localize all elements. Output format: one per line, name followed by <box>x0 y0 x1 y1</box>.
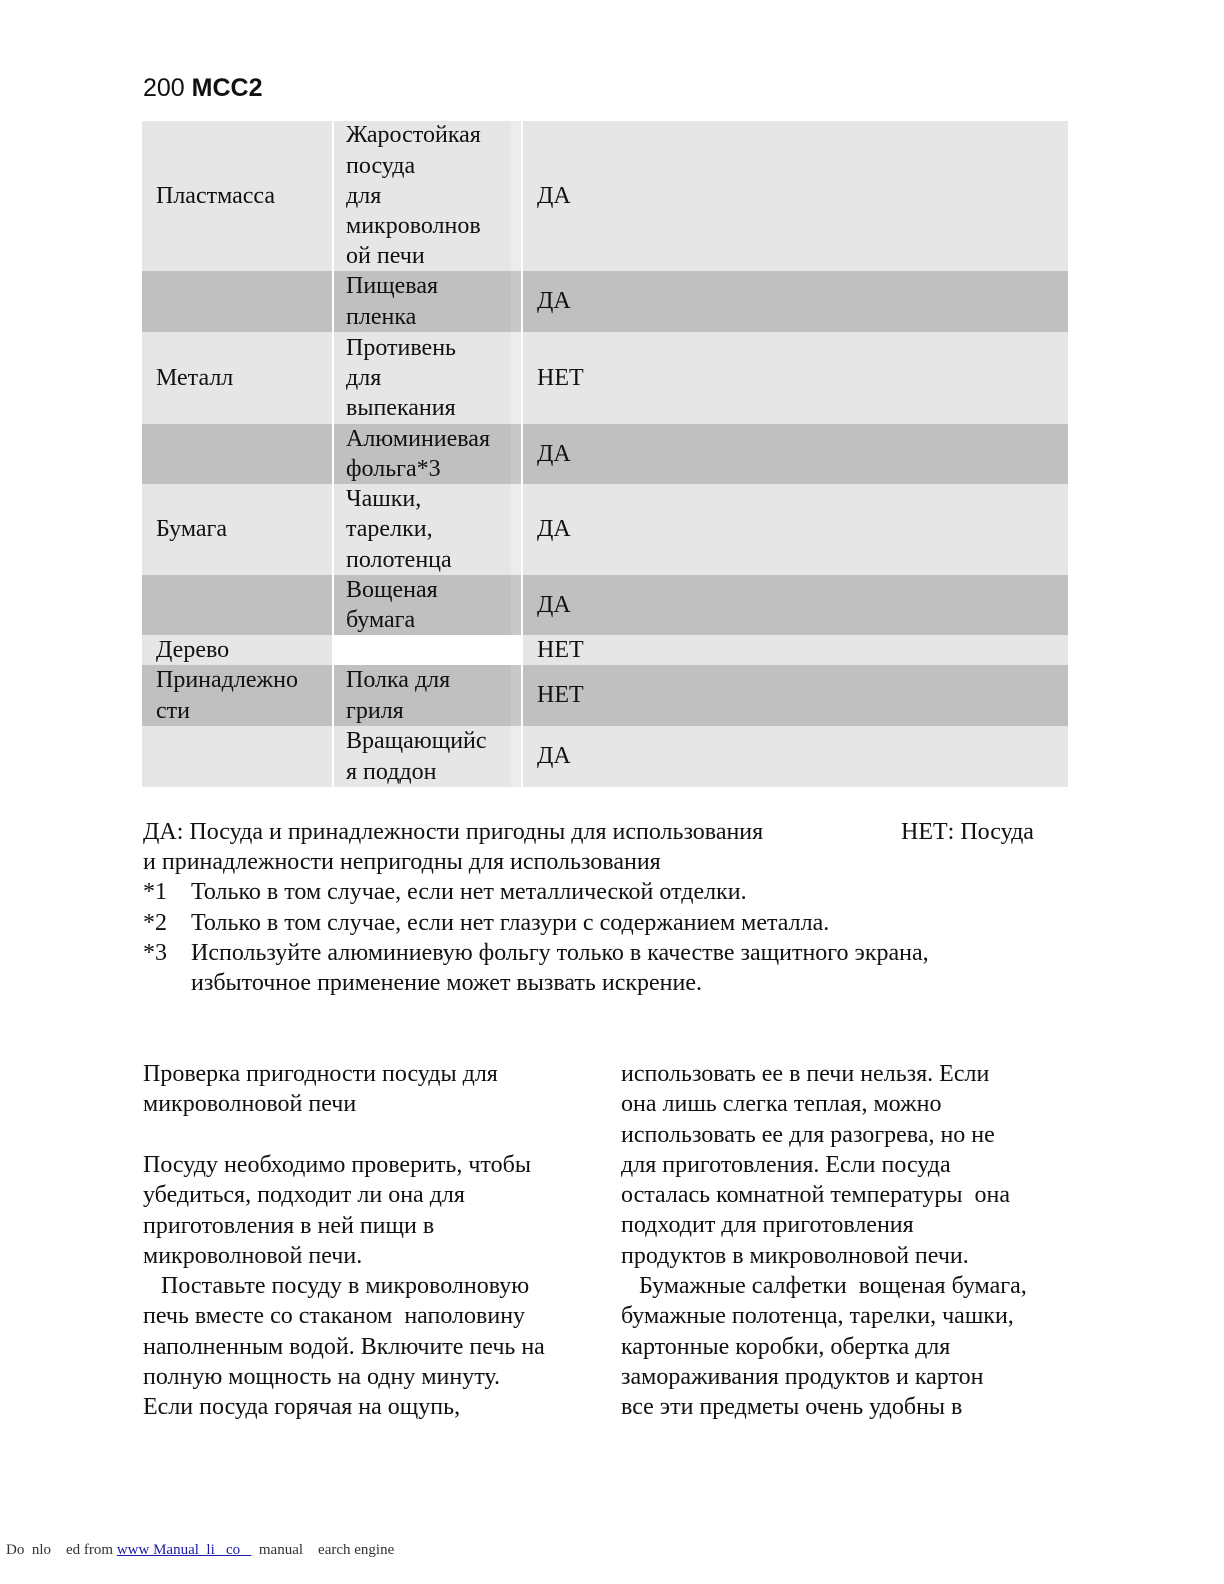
paragraph: Поставьте посуду в микроволновую печь вместе со стаканом наполовину наполненным водой. Включите печь на полную мощность на одну минуту. Если посуда горячая на ощупь, <box>143 1273 545 1421</box>
footer <box>6 1542 394 1559</box>
footer-link[interactable]: www Manual li co <box>116 1542 252 1558</box>
legend-yes: ДА: Посуда и принадлежности пригодны для использования <box>143 819 764 845</box>
cell-text: Пластмасса <box>156 182 276 209</box>
table-cell-material <box>142 575 332 635</box>
page-header <box>143 74 263 103</box>
cell-text: Принадлежно сти <box>156 667 298 724</box>
table-cell-material <box>142 424 332 484</box>
table-cell-material <box>142 726 332 787</box>
table-cell-answer <box>523 424 1068 484</box>
cell-text: Пищевая пленка <box>346 273 439 330</box>
table-cell-item <box>334 575 521 635</box>
cell-text: Дерево <box>156 636 230 663</box>
note-mark: *3 <box>143 940 167 966</box>
note-text: Используйте алюминиевую фольгу только в качестве защитного экрана, избыточное применение может вызвать искрение. <box>191 940 929 997</box>
cell-text: ДА <box>537 182 571 209</box>
paragraph: использовать ее в печи нельзя. Если она лишь слегка теплая, можно использовать ее для разогрева, но не для приготовления. Если посуда осталась комнатной температуры она подходит для приготовления продуктов в микроволновой печи. <box>621 1061 1010 1269</box>
table-cell-answer <box>523 665 1068 726</box>
table-cell-item <box>334 332 521 424</box>
table-cell-answer <box>523 575 1068 635</box>
cell-text: Полка для гриля <box>346 667 451 724</box>
table-cell-answer <box>523 484 1068 575</box>
table-cell-item <box>334 726 521 787</box>
paragraph: Бумажные салфетки вощеная бумага, бумажные полотенца, тарелки, чашки, картонные коробки, обертка для замораживания продуктов и картон все эти предметы очень удобны в <box>621 1273 1027 1421</box>
cell-text: ДА <box>537 743 571 770</box>
cell-text: Вращающийс я поддон <box>346 728 487 785</box>
table-cell-answer <box>523 635 1068 665</box>
table-cell-answer <box>523 332 1068 424</box>
cell-text: ДА <box>537 440 571 467</box>
cell-text: Противень для выпекания <box>346 334 456 422</box>
table-cell-answer <box>523 271 1068 332</box>
table-cell-answer <box>523 726 1068 787</box>
note-mark: *1 <box>143 879 167 905</box>
table-cell-material <box>142 121 332 271</box>
model-name: MCC2 <box>191 74 263 102</box>
section-title: Проверка пригодности посуды для микроволновой печи <box>143 1061 498 1118</box>
table-cell-material <box>142 332 332 424</box>
table-cell-answer <box>523 121 1068 271</box>
cell-text: Алюминиевая фольга*3 <box>346 425 490 482</box>
table-cell-item <box>334 424 521 484</box>
cell-text: Бумага <box>156 516 228 543</box>
note-text: Только в том случае, если нет глазури с содержанием металла. <box>191 910 830 936</box>
page-number: 200 <box>143 74 185 102</box>
cell-text: ДА <box>537 591 571 618</box>
table-cell-item <box>334 121 521 271</box>
legend-no-cont: и принадлежности непригодны для использования <box>143 849 661 875</box>
cell-text: НЕТ <box>537 682 584 709</box>
table-cell-item <box>334 271 521 332</box>
cell-text: Вощеная бумага <box>346 576 438 633</box>
cell-text: ДА <box>537 516 571 543</box>
table-cell-material <box>142 635 332 665</box>
table-cell-item <box>334 635 521 665</box>
cell-text: Чашки, тарелки, полотенца <box>346 486 452 573</box>
table-cell-material <box>142 665 332 726</box>
table-cell-material <box>142 271 332 332</box>
footer-text: manual earch engine <box>251 1542 395 1558</box>
cell-text: НЕТ <box>537 636 584 663</box>
paragraph: Посуду необходимо проверить, чтобы убедиться, подходит ли она для приготовления в ней пищи в микроволновой печи. <box>143 1152 531 1269</box>
table-cell-item <box>334 665 521 726</box>
note-mark: *2 <box>143 910 167 936</box>
cell-text: Металл <box>156 364 234 391</box>
table-cell-item <box>334 484 521 575</box>
footer-text: Do nlo ed from <box>6 1542 117 1558</box>
note-text: Только в том случае, если нет металлической отделки. <box>191 879 747 905</box>
cell-text: НЕТ <box>537 364 584 391</box>
cell-text: Жаростойкая посуда для микроволнов ой печи <box>346 122 481 270</box>
cell-text: ДА <box>537 288 571 315</box>
table-cell-material <box>142 484 332 575</box>
legend-no: НЕТ: Посуда <box>901 819 1034 845</box>
